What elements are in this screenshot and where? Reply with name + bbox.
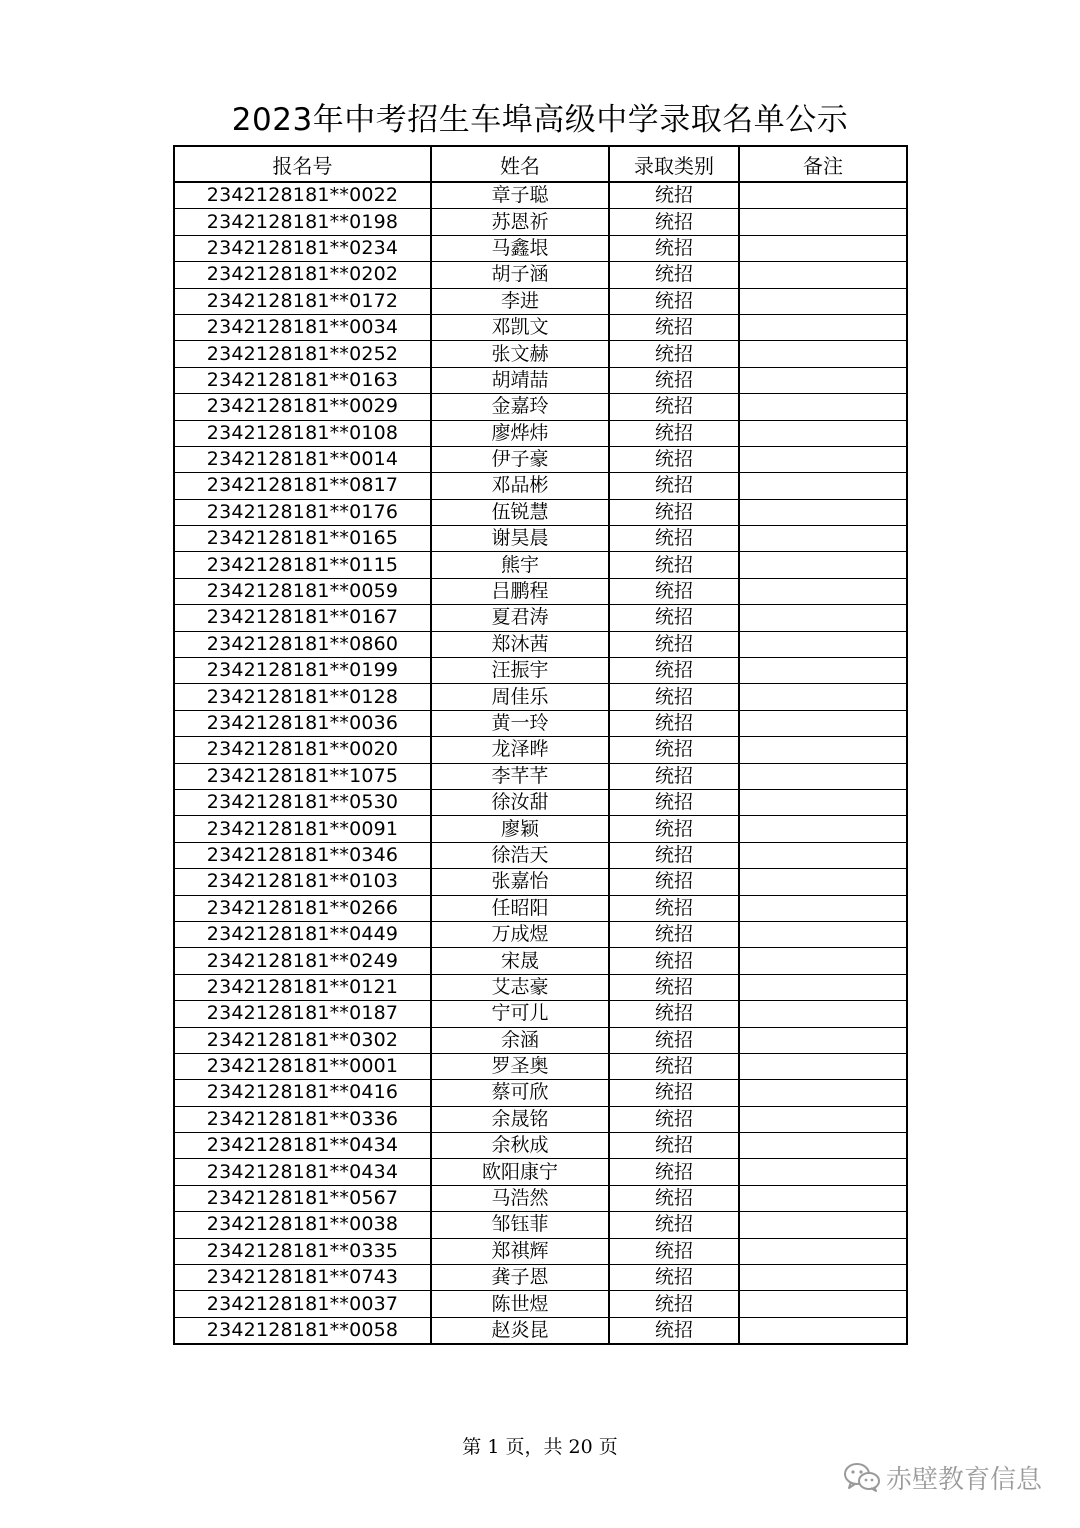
cell-registration-number: 2342128181**0567	[174, 1185, 431, 1211]
cell-remarks	[739, 1291, 907, 1317]
cell-remarks	[739, 1053, 907, 1079]
column-header-remarks: 备注	[739, 146, 907, 182]
cell-name: 邹钰菲	[431, 1212, 609, 1238]
table-row	[174, 341, 907, 367]
table-row	[174, 552, 907, 578]
cell-remarks	[739, 1238, 907, 1264]
cell-name: 宁可儿	[431, 1001, 609, 1027]
cell-admission-type: 统招	[609, 1001, 739, 1027]
cell-admission-type: 统招	[609, 526, 739, 552]
cell-admission-type: 统招	[609, 314, 739, 340]
cell-admission-type: 统招	[609, 869, 739, 895]
cell-name: 马浩然	[431, 1185, 609, 1211]
table-row	[174, 842, 907, 868]
column-header-registration-number: 报名号	[174, 146, 431, 182]
cell-admission-type: 统招	[609, 631, 739, 657]
table-row	[174, 1106, 907, 1132]
cell-remarks	[739, 605, 907, 631]
table-row	[174, 446, 907, 472]
cell-remarks	[739, 1080, 907, 1106]
cell-name: 黄一玲	[431, 710, 609, 736]
wechat-icon	[842, 1461, 882, 1493]
cell-admission-type: 统招	[609, 262, 739, 288]
cell-name: 李芊芊	[431, 763, 609, 789]
table-row	[174, 895, 907, 921]
cell-admission-type: 统招	[609, 446, 739, 472]
table-row	[174, 658, 907, 684]
cell-name: 廖颖	[431, 816, 609, 842]
cell-name: 苏恩祈	[431, 209, 609, 235]
cell-registration-number: 2342128181**0335	[174, 1238, 431, 1264]
table-row	[174, 816, 907, 842]
table-row	[174, 235, 907, 261]
table-body	[174, 182, 907, 1344]
cell-registration-number: 2342128181**0530	[174, 789, 431, 815]
cell-registration-number: 2342128181**0091	[174, 816, 431, 842]
cell-registration-number: 2342128181**0860	[174, 631, 431, 657]
cell-registration-number: 2342128181**0187	[174, 1001, 431, 1027]
column-header-admission-type: 录取类别	[609, 146, 739, 182]
cell-registration-number: 2342128181**0037	[174, 1291, 431, 1317]
cell-admission-type: 统招	[609, 1159, 739, 1185]
cell-name: 赵炎昆	[431, 1317, 609, 1344]
table-row	[174, 1080, 907, 1106]
cell-remarks	[739, 1027, 907, 1053]
table-header-row	[174, 146, 907, 182]
cell-admission-type: 统招	[609, 1238, 739, 1264]
cell-registration-number: 2342128181**0059	[174, 578, 431, 604]
cell-admission-type: 统招	[609, 895, 739, 921]
table-row	[174, 1291, 907, 1317]
table-row	[174, 314, 907, 340]
cell-registration-number: 2342128181**0346	[174, 842, 431, 868]
cell-name: 金嘉玲	[431, 394, 609, 420]
cell-name: 宋晟	[431, 948, 609, 974]
table-row	[174, 1159, 907, 1185]
table-row	[174, 182, 907, 209]
table-row	[174, 737, 907, 763]
cell-admission-type: 统招	[609, 1106, 739, 1132]
table-row	[174, 1053, 907, 1079]
cell-registration-number: 2342128181**0029	[174, 394, 431, 420]
cell-admission-type: 统招	[609, 394, 739, 420]
table-row	[174, 789, 907, 815]
cell-registration-number: 2342128181**0336	[174, 1106, 431, 1132]
cell-remarks	[739, 1185, 907, 1211]
cell-registration-number: 2342128181**0036	[174, 710, 431, 736]
cell-admission-type: 统招	[609, 367, 739, 393]
cell-admission-type: 统招	[609, 209, 739, 235]
cell-admission-type: 统招	[609, 948, 739, 974]
table-row	[174, 473, 907, 499]
cell-remarks	[739, 921, 907, 947]
cell-remarks	[739, 948, 907, 974]
cell-registration-number: 2342128181**0165	[174, 526, 431, 552]
cell-name: 艾志豪	[431, 974, 609, 1000]
cell-remarks	[739, 895, 907, 921]
cell-remarks	[739, 182, 907, 209]
cell-name: 罗圣奥	[431, 1053, 609, 1079]
cell-name: 邓凯文	[431, 314, 609, 340]
cell-admission-type: 统招	[609, 578, 739, 604]
cell-registration-number: 2342128181**0038	[174, 1212, 431, 1238]
cell-remarks	[739, 394, 907, 420]
cell-registration-number: 2342128181**0103	[174, 869, 431, 895]
cell-registration-number: 2342128181**0449	[174, 921, 431, 947]
cell-remarks	[739, 1212, 907, 1238]
cell-registration-number: 2342128181**0199	[174, 658, 431, 684]
cell-admission-type: 统招	[609, 341, 739, 367]
cell-registration-number: 2342128181**0249	[174, 948, 431, 974]
cell-registration-number: 2342128181**0234	[174, 235, 431, 261]
cell-admission-type: 统招	[609, 737, 739, 763]
table-row	[174, 1027, 907, 1053]
cell-name: 吕鹏程	[431, 578, 609, 604]
cell-admission-type: 统招	[609, 921, 739, 947]
cell-admission-type: 统招	[609, 605, 739, 631]
cell-name: 邓品彬	[431, 473, 609, 499]
cell-admission-type: 统招	[609, 288, 739, 314]
table-row	[174, 209, 907, 235]
cell-name: 伊子豪	[431, 446, 609, 472]
cell-admission-type: 统招	[609, 473, 739, 499]
cell-remarks	[739, 684, 907, 710]
cell-remarks	[739, 526, 907, 552]
cell-remarks	[739, 737, 907, 763]
cell-name: 李进	[431, 288, 609, 314]
cell-remarks	[739, 631, 907, 657]
cell-registration-number: 2342128181**0167	[174, 605, 431, 631]
table-row	[174, 1133, 907, 1159]
cell-remarks	[739, 1133, 907, 1159]
cell-admission-type: 统招	[609, 182, 739, 209]
cell-name: 郑祺辉	[431, 1238, 609, 1264]
cell-name: 余秋成	[431, 1133, 609, 1159]
table-row	[174, 605, 907, 631]
cell-name: 任昭阳	[431, 895, 609, 921]
page-title: 2023年中考招生车埠高级中学录取名单公示	[231, 102, 849, 138]
cell-admission-type: 统招	[609, 420, 739, 446]
cell-name: 伍锐慧	[431, 499, 609, 525]
cell-admission-type: 统招	[609, 1185, 739, 1211]
cell-remarks	[739, 420, 907, 446]
cell-name: 余涵	[431, 1027, 609, 1053]
cell-registration-number: 2342128181**0020	[174, 737, 431, 763]
cell-registration-number: 2342128181**0198	[174, 209, 431, 235]
table-row	[174, 763, 907, 789]
cell-registration-number: 2342128181**0176	[174, 499, 431, 525]
cell-name: 张嘉怡	[431, 869, 609, 895]
cell-name: 熊宇	[431, 552, 609, 578]
table-row	[174, 288, 907, 314]
cell-admission-type: 统招	[609, 1053, 739, 1079]
cell-registration-number: 2342128181**0108	[174, 420, 431, 446]
cell-registration-number: 2342128181**0034	[174, 314, 431, 340]
cell-name: 欧阳康宁	[431, 1159, 609, 1185]
cell-registration-number: 2342128181**0302	[174, 1027, 431, 1053]
cell-name: 余晟铭	[431, 1106, 609, 1132]
cell-remarks	[739, 578, 907, 604]
watermark	[842, 1457, 1042, 1497]
cell-remarks	[739, 314, 907, 340]
cell-name: 谢昊晨	[431, 526, 609, 552]
cell-remarks	[739, 1106, 907, 1132]
cell-remarks	[739, 816, 907, 842]
cell-remarks	[739, 869, 907, 895]
cell-admission-type: 统招	[609, 1265, 739, 1291]
page-number: 第 1 页，共 20 页	[462, 1436, 618, 1458]
cell-name: 龙泽晔	[431, 737, 609, 763]
table-row	[174, 1265, 907, 1291]
table-row	[174, 869, 907, 895]
cell-remarks	[739, 288, 907, 314]
cell-name: 马鑫垠	[431, 235, 609, 261]
cell-registration-number: 2342128181**0128	[174, 684, 431, 710]
admission-table	[173, 145, 908, 1345]
cell-registration-number: 2342128181**0115	[174, 552, 431, 578]
table-row	[174, 394, 907, 420]
cell-admission-type: 统招	[609, 816, 739, 842]
cell-registration-number: 2342128181**0252	[174, 341, 431, 367]
table-row	[174, 1238, 907, 1264]
cell-admission-type: 统招	[609, 552, 739, 578]
cell-admission-type: 统招	[609, 499, 739, 525]
table-row	[174, 710, 907, 736]
cell-remarks	[739, 1265, 907, 1291]
table-row	[174, 420, 907, 446]
table-row	[174, 499, 907, 525]
cell-remarks	[739, 209, 907, 235]
cell-registration-number: 2342128181**0817	[174, 473, 431, 499]
table-row	[174, 921, 907, 947]
cell-name: 汪振宇	[431, 658, 609, 684]
cell-remarks	[739, 473, 907, 499]
cell-name: 万成煜	[431, 921, 609, 947]
cell-name: 龚子恩	[431, 1265, 609, 1291]
cell-registration-number: 2342128181**0022	[174, 182, 431, 209]
cell-remarks	[739, 1159, 907, 1185]
cell-registration-number: 2342128181**0743	[174, 1265, 431, 1291]
cell-admission-type: 统招	[609, 1212, 739, 1238]
cell-admission-type: 统招	[609, 1317, 739, 1344]
table-row	[174, 578, 907, 604]
cell-registration-number: 2342128181**0014	[174, 446, 431, 472]
cell-admission-type: 统招	[609, 710, 739, 736]
cell-registration-number: 2342128181**0001	[174, 1053, 431, 1079]
table-row	[174, 1212, 907, 1238]
cell-remarks	[739, 367, 907, 393]
cell-remarks	[739, 789, 907, 815]
cell-name: 徐汝甜	[431, 789, 609, 815]
cell-admission-type: 统招	[609, 842, 739, 868]
cell-registration-number: 2342128181**0121	[174, 974, 431, 1000]
cell-remarks	[739, 341, 907, 367]
cell-remarks	[739, 262, 907, 288]
cell-name: 廖烨炜	[431, 420, 609, 446]
table-row	[174, 684, 907, 710]
table-row	[174, 974, 907, 1000]
cell-registration-number: 2342128181**0202	[174, 262, 431, 288]
cell-remarks	[739, 710, 907, 736]
cell-remarks	[739, 763, 907, 789]
watermark-text: 赤壁教育信息	[886, 1464, 1043, 1495]
cell-admission-type: 统招	[609, 1027, 739, 1053]
cell-admission-type: 统招	[609, 763, 739, 789]
cell-registration-number: 2342128181**0434	[174, 1159, 431, 1185]
cell-name: 蔡可欣	[431, 1080, 609, 1106]
cell-remarks	[739, 658, 907, 684]
cell-remarks	[739, 499, 907, 525]
cell-name: 章子聪	[431, 182, 609, 209]
cell-admission-type: 统招	[609, 1291, 739, 1317]
table-row	[174, 526, 907, 552]
cell-remarks	[739, 1317, 907, 1344]
cell-name: 夏君涛	[431, 605, 609, 631]
cell-registration-number: 2342128181**0434	[174, 1133, 431, 1159]
cell-name: 徐浩天	[431, 842, 609, 868]
cell-name: 陈世煜	[431, 1291, 609, 1317]
cell-name: 胡靖喆	[431, 367, 609, 393]
cell-registration-number: 2342128181**0266	[174, 895, 431, 921]
cell-remarks	[739, 974, 907, 1000]
cell-registration-number: 2342128181**0058	[174, 1317, 431, 1344]
cell-registration-number: 2342128181**0416	[174, 1080, 431, 1106]
cell-name: 胡子涵	[431, 262, 609, 288]
table-row	[174, 1001, 907, 1027]
cell-remarks	[739, 446, 907, 472]
cell-remarks	[739, 1001, 907, 1027]
table-row	[174, 948, 907, 974]
cell-admission-type: 统招	[609, 974, 739, 1000]
cell-registration-number: 2342128181**0172	[174, 288, 431, 314]
table-row	[174, 631, 907, 657]
cell-name: 郑沐茜	[431, 631, 609, 657]
table-row	[174, 1317, 907, 1344]
cell-admission-type: 统招	[609, 1133, 739, 1159]
table-row	[174, 1185, 907, 1211]
cell-remarks	[739, 842, 907, 868]
table-row	[174, 262, 907, 288]
column-header-name: 姓名	[431, 146, 609, 182]
table-row	[174, 367, 907, 393]
cell-admission-type: 统招	[609, 235, 739, 261]
cell-remarks	[739, 552, 907, 578]
cell-admission-type: 统招	[609, 684, 739, 710]
cell-admission-type: 统招	[609, 1080, 739, 1106]
cell-name: 张文赫	[431, 341, 609, 367]
cell-admission-type: 统招	[609, 789, 739, 815]
cell-registration-number: 2342128181**1075	[174, 763, 431, 789]
cell-remarks	[739, 235, 907, 261]
cell-registration-number: 2342128181**0163	[174, 367, 431, 393]
cell-name: 周佳乐	[431, 684, 609, 710]
cell-admission-type: 统招	[609, 658, 739, 684]
